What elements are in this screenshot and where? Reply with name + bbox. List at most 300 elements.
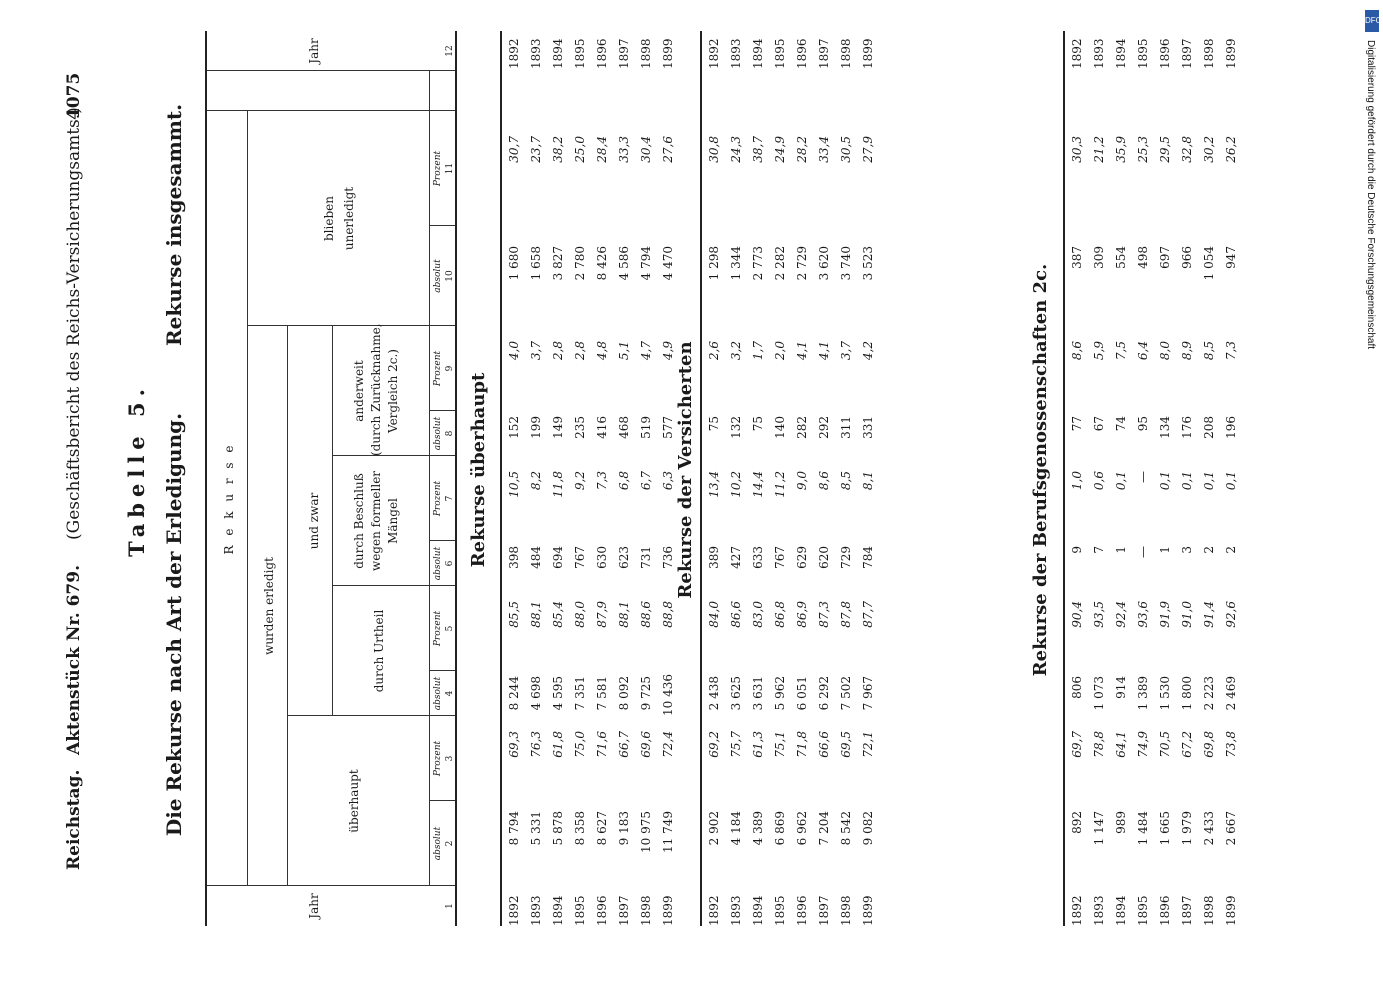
value-cell: 29,5 [1158,136,1172,163]
year-cell: 1897 [617,38,631,69]
header-blieben-1: blieben [322,196,336,241]
table-row [615,31,637,926]
value-cell: 2 [1202,546,1216,554]
value-cell: 2 438 [707,676,721,711]
value-cell: 10,2 [729,471,743,498]
table-row [859,31,881,926]
value-cell: 69,2 [707,731,721,758]
value-cell: 7 967 [861,676,875,711]
value-cell: 914 [1114,676,1128,699]
year-cell: 1897 [617,895,631,926]
value-cell: 6,4 [1136,341,1150,361]
value-cell: 23,7 [529,136,543,163]
value-cell: 8 092 [617,676,631,711]
year-cell: 1899 [861,895,875,926]
value-cell: 947 [1224,246,1238,269]
value-cell: 2 [1224,546,1238,554]
header-durch-urtheil: durch Urtheil [372,609,386,693]
year-cell: 1896 [595,38,609,69]
header-ueberhaupt: überhaupt [347,769,361,833]
value-cell: 7 502 [839,676,853,711]
value-cell: 2 469 [1224,676,1238,711]
year-cell: 1893 [729,895,743,926]
value-cell: 3 631 [751,676,765,711]
value-cell: 132 [729,416,743,439]
value-cell: 9 082 [861,811,875,846]
value-cell: 13,4 [707,471,721,498]
year-cell: 1894 [551,895,565,926]
year-cell: 1893 [529,38,543,69]
value-cell: 199 [529,416,543,439]
value-cell: 24,3 [729,136,743,163]
value-cell: 1 344 [729,246,743,281]
value-cell: 697 [1158,246,1172,269]
value-cell: 74 [1114,416,1128,432]
year-cell: 1894 [551,38,565,69]
sub-absolut: absolut [433,416,443,451]
value-cell: 0,1 [1224,471,1238,491]
subtitle-a: Die Rekurse nach Art der Erledigung. [162,412,186,837]
col-number: 11 [445,162,455,175]
year-cell: 1896 [595,895,609,926]
value-cell: 0,1 [1180,471,1194,491]
table-row [1090,31,1112,926]
year-cell: 1894 [1114,895,1128,926]
value-cell: 7,3 [1224,341,1238,361]
header-beschluss-1: durch Beschluß [352,473,366,569]
value-cell: 292 [817,416,831,439]
value-cell: 10 436 [661,674,675,716]
year-cell: 1896 [795,38,809,69]
col-number: 6 [445,560,455,567]
value-cell: 95 [1136,416,1150,432]
table-row [749,31,771,926]
value-cell: 519 [639,416,653,439]
section-title-versicherten: Rekurse der Versicherten [675,341,696,599]
year-cell: 1895 [1136,895,1150,926]
value-cell: 3 740 [839,246,853,281]
value-cell: 767 [573,546,587,569]
year-cell: 1899 [1224,895,1238,926]
value-cell: 30,3 [1070,136,1084,163]
value-cell: 176 [1180,416,1194,439]
value-cell: — [1136,546,1150,558]
value-cell: 282 [795,416,809,439]
table-row [527,31,549,926]
value-cell: 86,8 [773,601,787,628]
value-cell: 8 542 [839,811,853,846]
value-cell: 75,0 [573,731,587,758]
year-cell: 1894 [1114,38,1128,69]
value-cell: 1 [1158,546,1172,554]
year-cell: 1894 [751,895,765,926]
value-cell: 8,6 [1070,341,1084,361]
value-cell: 92,6 [1224,601,1238,628]
value-cell: 309 [1092,246,1106,269]
value-cell: 498 [1136,246,1150,269]
sub-absolut: absolut [433,676,443,711]
value-cell: 1,7 [751,341,765,361]
value-cell: 69,3 [507,731,521,758]
year-cell: 1898 [839,895,853,926]
value-cell: 966 [1180,246,1194,269]
value-cell: 4,2 [861,341,875,361]
value-cell: 30,5 [839,136,853,163]
value-cell: 5 962 [773,676,787,711]
value-cell: 1 658 [529,246,543,281]
value-cell: 1 484 [1136,811,1150,846]
value-cell: 1 298 [707,246,721,281]
value-cell: 2,6 [707,341,721,361]
value-cell: 73,8 [1224,731,1238,758]
value-cell: 5,1 [617,341,631,361]
value-cell: 8 627 [595,811,609,846]
year-cell: 1898 [639,895,653,926]
col-number: 7 [445,495,455,502]
value-cell: 91,9 [1158,601,1172,628]
value-cell: 736 [661,546,675,569]
value-cell: 623 [617,546,631,569]
table-row [771,31,793,926]
value-cell: 729 [839,546,853,569]
year-cell: 1892 [1070,38,1084,69]
header-wurden-erledigt: wurden erledigt [262,557,276,655]
sub-absolut: absolut [433,826,443,861]
value-cell: 87,7 [861,601,875,628]
sub-prozent: Prozent [433,480,443,517]
value-cell: 0,1 [1202,471,1216,491]
value-cell: 93,5 [1092,601,1106,628]
page-number: 4075 [64,72,84,120]
value-cell: 87,9 [595,601,609,628]
value-cell: 2,8 [573,341,587,361]
value-cell: 2,0 [773,341,787,361]
value-cell: 1 147 [1092,811,1106,846]
value-cell: — [1136,471,1150,483]
value-cell: 4 184 [729,811,743,846]
value-cell: 4,1 [817,341,831,361]
sub-absolut: absolut [433,546,443,581]
value-cell: 35,9 [1114,136,1128,163]
value-cell: 892 [1070,811,1084,834]
value-cell: 3 523 [861,246,875,281]
value-cell: 78,8 [1092,731,1106,758]
value-cell: 8 244 [507,676,521,711]
value-cell: 8,5 [839,471,853,491]
value-cell: 6 051 [795,676,809,711]
value-cell: 61,3 [751,731,765,758]
value-cell: 8,9 [1180,341,1194,361]
year-cell: 1896 [795,895,809,926]
table-header [205,31,457,926]
year-cell: 1898 [1202,38,1216,69]
value-cell: 4 698 [529,676,543,711]
year-cell: 1893 [1092,38,1106,69]
year-cell: 1892 [507,38,521,69]
table-row [705,31,727,926]
value-cell: 9 183 [617,811,631,846]
value-cell: 1 054 [1202,246,1216,281]
col-number: 3 [445,755,455,762]
value-cell: 5,9 [1092,341,1106,361]
col-number: 12 [445,45,455,57]
year-cell: 1898 [839,38,853,69]
value-cell: 2 282 [773,246,787,281]
value-cell: 8,0 [1158,341,1172,361]
value-cell: 629 [795,546,809,569]
value-cell: 620 [817,546,831,569]
value-cell: 92,4 [1114,601,1128,628]
table-row [571,31,593,926]
year-cell: 1897 [1180,38,1194,69]
year-cell: 1899 [1224,38,1238,69]
value-cell: 1 665 [1158,811,1172,846]
table-row [593,31,615,926]
year-cell: 1895 [1136,38,1150,69]
value-cell: 9 [1070,546,1084,554]
value-cell: 2,8 [551,341,565,361]
value-cell: 1 800 [1180,676,1194,711]
value-cell: 4,8 [595,341,609,361]
value-cell: 66,7 [617,731,631,758]
table-row [637,31,659,926]
value-cell: 0,1 [1114,471,1128,491]
value-cell: 84,0 [707,601,721,628]
value-cell: 71,6 [595,731,609,758]
col-number: 4 [445,690,455,697]
value-cell: 75,1 [773,731,787,758]
value-cell: 152 [507,416,521,439]
value-cell: 70,5 [1158,731,1172,758]
value-cell: 30,4 [639,136,653,163]
value-cell: 88,6 [639,601,653,628]
sub-prozent: Prozent [433,610,443,647]
value-cell: 2 667 [1224,811,1238,846]
value-cell: 767 [773,546,787,569]
year-cell: 1892 [507,895,521,926]
table-row [1068,31,1090,926]
section-title-ueberhaupt: Rekurse überhaupt [468,372,489,568]
header-anderweit-2: (durch Zurücknahme, [369,323,383,456]
value-cell: 91,0 [1180,601,1194,628]
header-jahr-left: Jahr [307,893,321,919]
value-cell: 8,2 [529,471,543,491]
year-cell: 1896 [1158,895,1172,926]
value-cell: 806 [1070,676,1084,699]
year-cell: 1899 [661,38,675,69]
value-cell: 10 975 [639,811,653,853]
value-cell: 25,0 [573,136,587,163]
table-row [793,31,815,926]
value-cell: 66,6 [817,731,831,758]
value-cell: 2 433 [1202,811,1216,846]
value-cell: 93,6 [1136,601,1150,628]
value-cell: 85,4 [551,601,565,628]
value-cell: 4 794 [639,246,653,281]
value-cell: 9,0 [795,471,809,491]
value-cell: 24,9 [773,136,787,163]
value-cell: 989 [1114,811,1128,834]
value-cell: 8 426 [595,246,609,281]
year-cell: 1898 [1202,895,1216,926]
value-cell: 331 [861,416,875,439]
value-cell: 7 204 [817,811,831,846]
value-cell: 38,2 [551,136,565,163]
value-cell: 416 [595,416,609,439]
value-cell: 4 470 [661,246,675,281]
col-number: 1 [445,903,455,909]
table-row [1222,31,1244,926]
year-cell: 1893 [529,895,543,926]
value-cell: 3,7 [839,341,853,361]
sub-prozent: Prozent [433,350,443,387]
value-cell: 1 530 [1158,676,1172,711]
col-number: 2 [445,840,455,847]
table-row [1156,31,1178,926]
year-cell: 1895 [773,895,787,926]
value-cell: 3,7 [529,341,543,361]
value-cell: 4 586 [617,246,631,281]
year-cell: 1898 [639,38,653,69]
value-cell: 2 729 [795,246,809,281]
value-cell: 30,2 [1202,136,1216,163]
value-cell: 91,4 [1202,601,1216,628]
dfg-logo: DFG [1365,10,1379,32]
value-cell: 2 902 [707,811,721,846]
header-blieben-2: unerledigt [342,186,356,251]
value-cell: 731 [639,546,653,569]
table-row [1112,31,1134,926]
value-cell: 9,2 [573,471,587,491]
value-cell: 140 [773,416,787,439]
value-cell: 6 292 [817,676,831,711]
value-cell: 69,6 [639,731,653,758]
value-cell: 28,2 [795,136,809,163]
header-paren: (Geschäftsbericht des Reichs-Versicherungsamts.) [64,107,84,540]
table-row [727,31,749,926]
header-anderweit-1: anderweit [352,360,366,422]
value-cell: 196 [1224,416,1238,439]
value-cell: 30,7 [507,136,521,163]
table-row [815,31,837,926]
value-cell: 14,4 [751,471,765,498]
sub-prozent: Prozent [433,740,443,777]
value-cell: 87,3 [817,601,831,628]
running-header [64,70,96,870]
col-number: 8 [445,430,455,437]
subtitle-b: Rekurse insgesammt. [162,103,186,346]
year-cell: 1899 [661,895,675,926]
value-cell: 28,4 [595,136,609,163]
value-cell: 87,8 [839,601,853,628]
digitization-note: Digitalisierung gefördert durch die Deutsche Forschungsgemeinschaft [1365,40,1376,350]
header-left: Reichstag. [64,769,84,870]
value-cell: 7 351 [573,676,587,711]
year-cell: 1896 [1158,38,1172,69]
value-cell: 1 979 [1180,811,1194,846]
value-cell: 2 223 [1202,676,1216,711]
value-cell: 4 389 [751,811,765,846]
value-cell: 69,5 [839,731,853,758]
value-cell: 3 625 [729,676,743,711]
value-cell: 86,9 [795,601,809,628]
value-cell: 77 [1070,416,1084,432]
value-cell: 7,5 [1114,341,1128,361]
value-cell: 76,3 [529,731,543,758]
value-cell: 1 389 [1136,676,1150,711]
value-cell: 6,7 [639,471,653,491]
year-cell: 1895 [573,895,587,926]
header-doc: Aktenstück Nr. 679. [64,564,84,755]
value-cell: 694 [551,546,565,569]
section-title-berufsgenossenschaften: Rekurse der Berufsgenossenschaften 2c. [1030,263,1051,677]
value-cell: 88,1 [529,601,543,628]
value-cell: 577 [661,416,675,439]
value-cell: 0,1 [1158,471,1172,491]
col-number: 5 [445,625,455,632]
year-cell: 1892 [707,895,721,926]
header-und-zwar: und zwar [307,492,321,550]
value-cell: 83,0 [751,601,765,628]
value-cell: 149 [551,416,565,439]
value-cell: 88,0 [573,601,587,628]
value-cell: 74,9 [1136,731,1150,758]
value-cell: 398 [507,546,521,569]
value-cell: 8,1 [861,471,875,491]
value-cell: 1 680 [507,246,521,281]
value-cell: 72,1 [861,731,875,758]
year-cell: 1893 [1092,895,1106,926]
value-cell: 3,2 [729,341,743,361]
value-cell: 8 794 [507,811,521,846]
year-cell: 1892 [707,38,721,69]
value-cell: 6,3 [661,471,675,491]
value-cell: 427 [729,546,743,569]
value-cell: 208 [1202,416,1216,439]
table-row [1134,31,1156,926]
value-cell: 69,8 [1202,731,1216,758]
value-cell: 2 773 [751,246,765,281]
value-cell: 38,7 [751,136,765,163]
value-cell: 4,1 [795,341,809,361]
value-cell: 311 [839,416,853,439]
year-cell: 1895 [773,38,787,69]
value-cell: 633 [751,546,765,569]
value-cell: 468 [617,416,631,439]
value-cell: 784 [861,546,875,569]
value-cell: 33,3 [617,136,631,163]
value-cell: 6 962 [795,811,809,846]
value-cell: 7,3 [595,471,609,491]
value-cell: 5 878 [551,811,565,846]
value-cell: 387 [1070,246,1084,269]
year-cell: 1897 [1180,895,1194,926]
header-jahr-right: Jahr [307,38,321,64]
value-cell: 8 358 [573,811,587,846]
value-cell: 85,5 [507,601,521,628]
value-cell: 33,4 [817,136,831,163]
col-number: 9 [445,365,455,372]
value-cell: 4,0 [507,341,521,361]
table-title: Tabelle 5. [124,383,149,557]
header-anderweit-3: Vergleich 2c.) [386,349,400,433]
value-cell: 11 749 [661,811,675,853]
header-beschluss-2: wegen formeller [369,470,383,572]
value-cell: 5 331 [529,811,543,846]
year-cell: 1894 [751,38,765,69]
value-cell: 75,7 [729,731,743,758]
sub-prozent: Prozent [433,150,443,187]
